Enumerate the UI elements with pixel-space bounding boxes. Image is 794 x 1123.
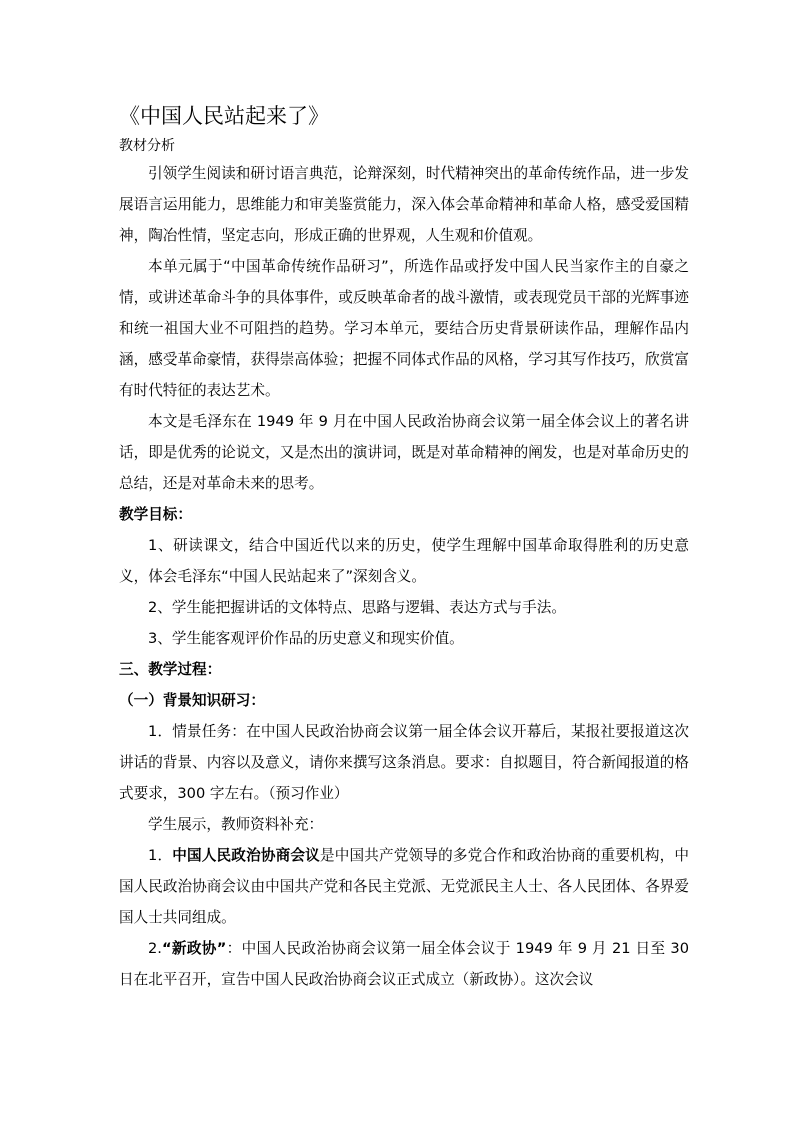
document-body xyxy=(119,98,689,995)
analysis-paragraph-3: 本文是毛泽东在 1949 年 9 月在中国人民政治协商会议第一届全体会议上的著名讲话，即是优秀的论说文，又是杰出的演讲词，既是对革命精神的阐发，也是对革命历史的总结，还是对革命未来的思考。 xyxy=(119,413,689,492)
objective-item-2: 2、学生能把握讲话的文体特点、思路与逻辑、表达方式与手法。 xyxy=(148,599,566,616)
process-heading: 三、教学过程： xyxy=(119,661,222,678)
point-1-number: 1． xyxy=(148,847,173,864)
task-paragraph: 1．情景任务：在中国人民政治协商会议第一届全体会议开幕后，某报社要报道这次讲话的背景、内容以及意义，请你来撰写这条消息。要求：自拟题目，符合新闻报道的格式要求，300 字左右。（预习作业） xyxy=(119,723,689,802)
point-2-paragraph xyxy=(119,933,689,995)
point-1-paragraph xyxy=(119,840,689,933)
objective-item-3: 3、学生能客观评价作品的历史意义和现实价值。 xyxy=(148,630,464,647)
subsection-heading: （一）背景知识研习： xyxy=(119,692,265,709)
objective-item-1: 1、研读课文，结合中国近代以来的历史，使学生理解中国革命取得胜利的历史意义，体会毛泽东“中国人民站起来了”深刻含义。 xyxy=(119,537,689,585)
analysis-paragraph-2: 本单元属于“中国革命传统作品研习”，所选作品或抒发中国人民当家作主的自豪之情，或讲述革命斗争的具体事件，或反映革命者的战斗激情，或表现党员干部的光辉事迹和统一祖国大业不可阻挡的趋势。学习本单元，要结合历史背景研读作品，理解作品内涵，感受革命豪情，获得崇高体验；把握不同体式作品的风格，学习其写作技巧，欣赏富有时代特征的表达艺术。 xyxy=(119,258,689,399)
document-title: 《中国人民站起来了》 xyxy=(119,104,329,128)
supplement-intro: 学生展示，教师资料补充： xyxy=(148,816,324,833)
point-1-text: 是中国共产党领导的多党合作和政治协商的重要机构，中国人民政治协商会议由中国共产党和各民主党派、无党派民主人士、各人民团体、各界爱国人士共同组成。 xyxy=(119,847,689,926)
point-2-text: ：中国人民政治协商会议第一届全体会议于 1949 年 9 月 21 日至 30 日在北平召开，宣告中国人民政治协商会议正式成立（新政协）。这次会议 xyxy=(119,940,689,988)
section-label: 教材分析 xyxy=(119,138,175,154)
analysis-paragraph-1: 引领学生阅读和研讨语言典范，论辩深刻，时代精神突出的革命传统作品，进一步发展语言运用能力，思维能力和审美鉴赏能力，深入体会革命精神和革命人格，感受爱国精神，陶冶性情，坚定志向，形成正确的世界观，人生观和价值观。 xyxy=(119,165,689,244)
point-1-term: 中国人民政治协商会议 xyxy=(172,847,320,864)
point-2-number: 2. xyxy=(148,940,162,957)
objectives-heading: 教学目标： xyxy=(119,506,192,523)
point-2-term: “新政协” xyxy=(161,940,227,957)
